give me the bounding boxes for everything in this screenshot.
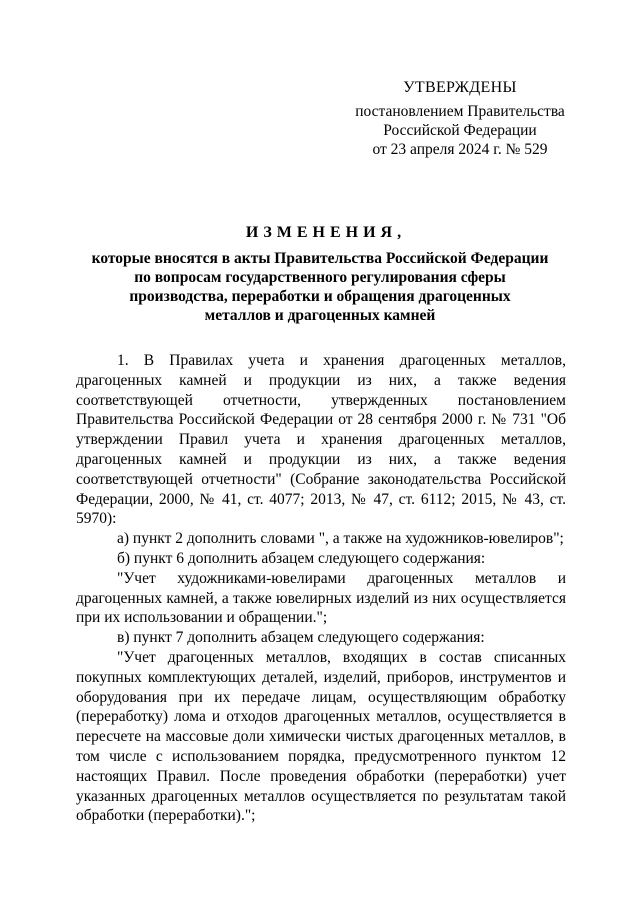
paragraph-1: 1. В Правилах учета и хранения драгоценных металлов, драгоценных камней и продукции из них, а также ведения соответствующей отчетности, утвержденных постановлением Правительства Российской Федерации от 28 сентября 2000 г. № 731 "Об утверждении Правил учета и хранения драгоценных металлов, драгоценных камней и продукции из них, а также ведения соответствующей отчетности" (Собрание законодательства Российской Федерации, 2000, № 41, ст. 4077; 2013, № 47, ст. 6112; 2015, № 43, ст. 5970): bbox=[76, 352, 566, 528]
document-title: ИЗМЕНЕНИЯ, bbox=[245, 224, 407, 241]
paragraph-4: "Учет художниками-ювелирами драгоценных металлов и драгоценных камней, а также ювелирных изделий из них осуществляется при их использовании и обращении."; bbox=[76, 569, 566, 627]
approval-line-3: от 23 апреля 2024 г. № 529 bbox=[372, 141, 548, 158]
paragraph-6: "Учет драгоценных металлов, входящих в состав списанных покупных комплектующих деталей, изделий, приборов, инструментов и оборудования при их передаче лицам, осуществляющим обработку (переработку) лома и отходов драгоценных металлов, осуществляется в пересчете на массовые доли химически чистых драгоценных металлов, в том числе с использованием порядка, предусмотренного пунктом 12 настоящих Правил. После проведения обработки (переработки) учет указанных драгоценных металлов осуществляется по результатам такой обработки (переработки)."; bbox=[76, 648, 566, 825]
paragraph-5: в) пункт 7 дополнить абзацем следующего содержания: bbox=[117, 629, 485, 647]
subtitle-line-4: металлов и драгоценных камней bbox=[204, 307, 436, 324]
approval-line-1: постановлением Правительства bbox=[355, 103, 565, 120]
approved-heading: УТВЕРЖДЕНЫ bbox=[403, 79, 517, 96]
subtitle-line-2: по вопросам государственного регулирования сферы bbox=[134, 269, 506, 286]
document-body bbox=[76, 351, 566, 826]
paragraph-2: а) пункт 2 дополнить словами ", а также на художников-ювелиров"; bbox=[117, 530, 564, 548]
subtitle-line-3: производства, переработки и обращения драгоценных bbox=[129, 288, 511, 305]
document-subtitle bbox=[70, 249, 570, 325]
approval-line-2: Российской Федерации bbox=[383, 122, 537, 139]
approval-stamp bbox=[330, 78, 590, 159]
subtitle-line-1: которые вносятся в акты Правительства Российской Федерации bbox=[91, 250, 549, 267]
paragraph-3: б) пункт 6 дополнить абзацем следующего содержания: bbox=[117, 549, 486, 567]
